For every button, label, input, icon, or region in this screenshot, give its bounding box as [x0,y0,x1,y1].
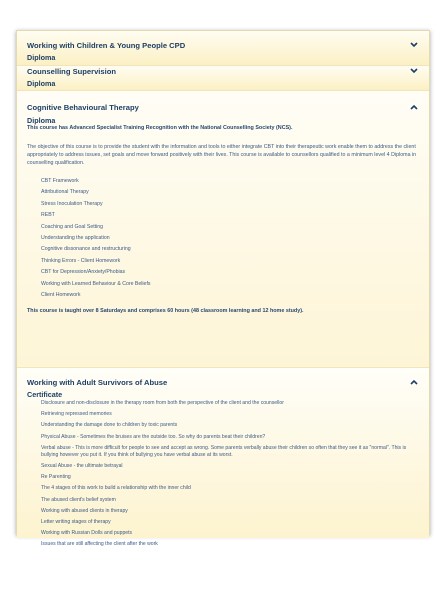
cbt-body [17,125,429,315]
list-item: Retrieving repressed memories [41,411,112,418]
list-item: Understanding the application [41,235,110,242]
list-item: Working with Learned Behaviour & Core Beliefs [41,280,151,287]
list-item: REBT [41,212,55,219]
list-item: Letter writing stages of therapy [41,518,111,525]
list-item: Disclosure and non-disclosure in the therapy room from both the perspective of the client and the counsellor [41,400,284,406]
accordion-header-children[interactable] [17,31,429,66]
chevron-up-icon[interactable] [409,378,419,388]
course-accordion [16,30,430,548]
accordion-header-supervision[interactable] [17,66,429,91]
list-item: CBT Framework [41,178,79,184]
list-item: Issues that are still affecting the client after the work [41,541,158,548]
topic-list [27,176,419,301]
course-description: The objective of this course is to provide the student with the information and tools to either integrate CBT into their therapeutic work enable them to address the client appropriately to address issues, set goals and move forward positively with their lives. This course is available to counsellors qualified to a minimum level 4 Diploma in counselling qualification. [27,144,417,166]
list-item: Working with Russian Dolls and puppets [41,530,133,537]
list-item: Stress Inoculation Therapy [41,200,103,207]
list-item: CBT for Depression/Anxiety/Phobias [41,269,126,276]
accordion-section-abuse [17,367,429,548]
list-item: Understanding the damage done to children by toxic parents [41,422,178,429]
list-item: Verbal abuse - This is more difficult for people to see and accept as wrong. Some parents verbally abuse their children so often that they see it as "normal". This is bullying however you put it. If you think of bullying you have verbal abuse at its worst. [41,444,407,458]
list-item: Coaching and Goal Setting [41,223,104,230]
list-item: Client Homework [41,292,81,299]
section-subtitle: Diploma [27,53,56,62]
section-subtitle: Diploma [27,116,56,125]
section-subtitle: Diploma [27,79,56,88]
chevron-down-icon[interactable] [409,41,419,51]
list-item: The 4 stages of this work to build a relationship with the inner child [41,485,191,492]
list-item: Cognitive dissonance and restructuring [41,246,131,253]
list-item: Physical Abuse - Sometimes the bruises are the outside too. So why do parents beat their children? [41,433,266,440]
section-title: Working with Adult Survivors of Abuse [27,378,168,387]
list-item: Working with abused clients in therapy [41,507,128,514]
list-item: Re Parenting [41,474,71,481]
section-subtitle: Certificate [27,390,63,399]
topic-list [17,400,429,552]
list-item: The abused client's belief system [41,496,116,503]
chevron-down-icon[interactable] [409,67,419,77]
list-item: Thinking Errors - Client Homework [41,257,121,264]
accreditation-note: This course has Advanced Specialist Training Recognition with the National Counselling Society (NCS). [27,125,293,131]
list-item: Sexual Abuse - the ultimate betrayal [41,462,123,469]
accordion-section-cbt [17,91,429,367]
list-item: Attributional Therapy [41,189,89,196]
section-title: Working with Children & Young People CPD [27,41,186,50]
course-duration-note: This course is taught over 8 Saturdays and comprises 60 hours (48 classroom learning and 12 home study). [27,308,304,315]
chevron-up-icon[interactable] [409,103,419,113]
section-title: Cognitive Behavioural Therapy [27,103,139,112]
accordion-section-children [17,31,429,66]
section-title: Counselling Supervision [27,67,117,76]
accordion-section-supervision [17,66,429,91]
accordion-header-abuse[interactable] [17,368,429,400]
accordion-header-cbt[interactable] [17,91,429,125]
